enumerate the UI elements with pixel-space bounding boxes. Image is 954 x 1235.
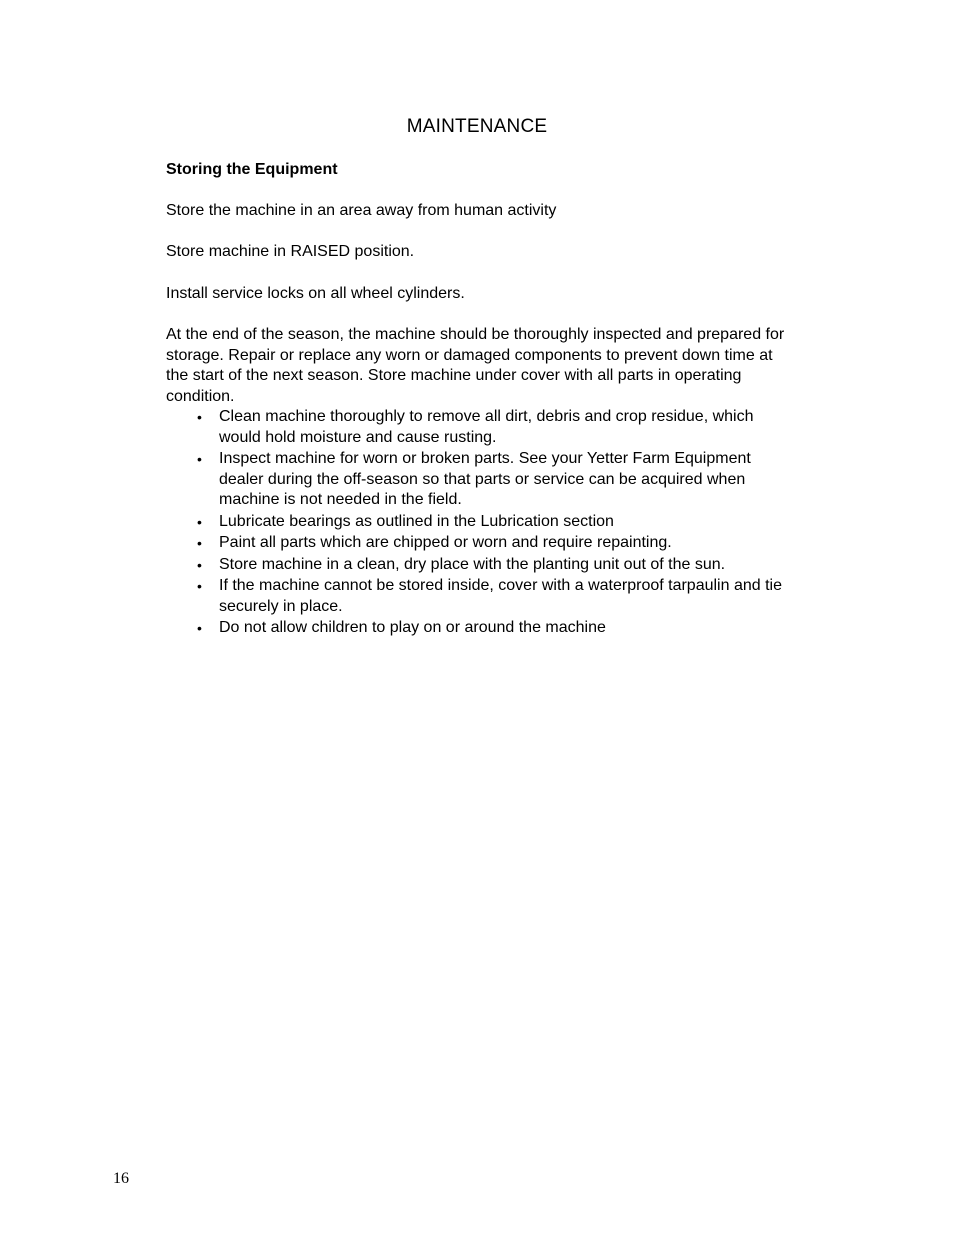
list-item bbox=[166, 576, 796, 617]
section-heading: Storing the Equipment bbox=[166, 161, 338, 178]
list-item-text: If the machine cannot be stored inside, cover with a waterproof tarpaulin and tie securely in place. bbox=[219, 577, 782, 615]
page-title: MAINTENANCE bbox=[406, 116, 548, 137]
page-number: 16 bbox=[113, 1170, 129, 1187]
bullet-icon: • bbox=[197, 451, 202, 467]
list-item bbox=[166, 512, 796, 533]
bullet-icon: • bbox=[197, 620, 202, 636]
list-item bbox=[166, 449, 796, 511]
bullet-icon: • bbox=[197, 409, 202, 425]
bullet-list bbox=[166, 407, 796, 639]
bullet-icon: • bbox=[197, 513, 202, 530]
list-item-text: Store machine in a clean, dry place with the planting unit out of the sun. bbox=[219, 555, 726, 573]
paragraph: Install service locks on all wheel cylinders. bbox=[166, 284, 465, 302]
document-body bbox=[166, 160, 796, 640]
list-item-text: Paint all parts which are chipped or worn and require repainting. bbox=[219, 534, 672, 551]
paragraph: Store machine in RAISED position. bbox=[166, 243, 415, 260]
paragraph: At the end of the season, the machine should be thoroughly inspected and prepared for storage. Repair or replace any worn or damaged components to prevent down time at the start of the next season. Store machine under cover with all parts in operating condition. bbox=[166, 326, 785, 405]
list-item-text: Clean machine thoroughly to remove all dirt, debris and crop residue, which would hold moisture and cause rusting. bbox=[219, 408, 754, 446]
list-item bbox=[166, 555, 796, 576]
list-item-text: Do not allow children to play on or around the machine bbox=[219, 619, 606, 636]
paragraph: Store the machine in an area away from human activity bbox=[166, 201, 557, 219]
bullet-icon: • bbox=[197, 556, 202, 573]
list-item bbox=[166, 407, 796, 448]
bullet-icon: • bbox=[197, 578, 202, 594]
list-item bbox=[166, 618, 796, 639]
bullet-icon: • bbox=[197, 535, 202, 551]
list-item-text: Inspect machine for worn or broken parts. See your Yetter Farm Equipment dealer during the off-season so that parts or service can be acquired when machine is not needed in the field. bbox=[219, 450, 751, 508]
list-item-text: Lubricate bearings as outlined in the Lubrication section bbox=[219, 512, 614, 530]
list-item bbox=[166, 533, 796, 554]
